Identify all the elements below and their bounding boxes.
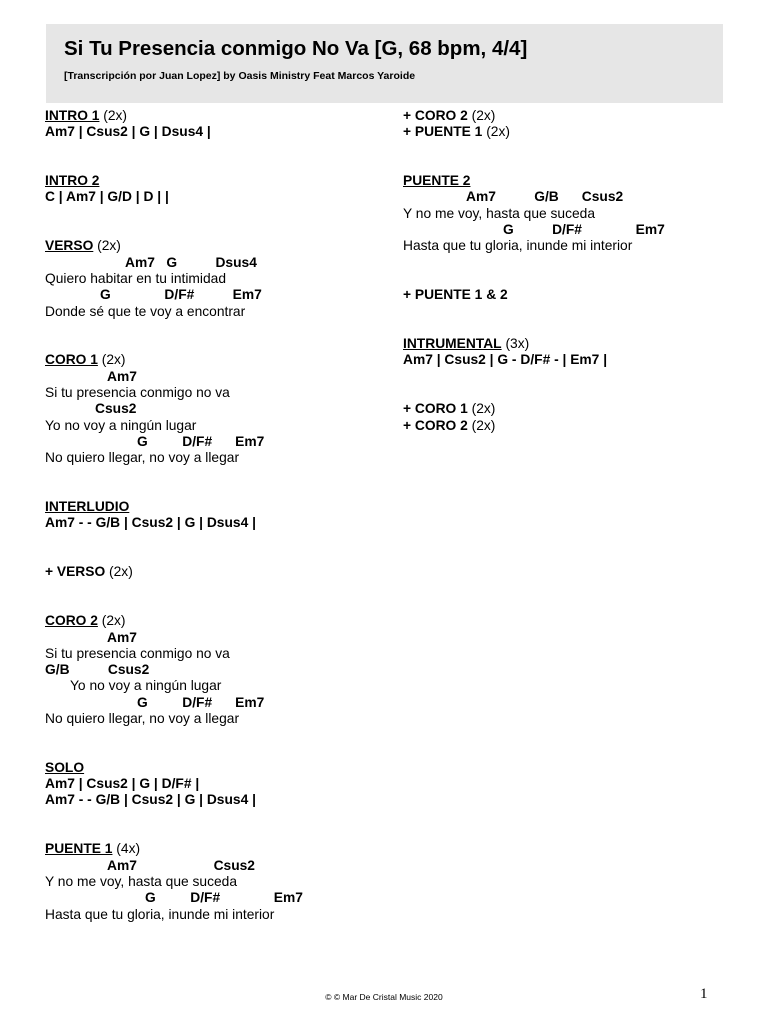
lyric-line: Si tu presencia conmigo no va	[45, 645, 230, 661]
lyric-line: Quiero habitar en tu intimidad	[45, 270, 226, 286]
section-verso: VERSO (2x)	[45, 238, 121, 254]
chord-line: G D/F# Em7	[100, 287, 262, 303]
section-coro-2: CORO 2 (2x)	[45, 613, 126, 629]
section-instrumental: INTRUMENTAL (3x)	[403, 336, 530, 352]
chord-line: G D/F# Em7	[145, 890, 303, 906]
section-coro-1: CORO 1 (2x)	[45, 352, 126, 368]
lyric-line: Si tu presencia conmigo no va	[45, 385, 230, 401]
page-number: 1	[700, 986, 708, 1002]
section-coro-1-repeat: + CORO 1 (2x)	[403, 401, 496, 417]
lyric-line: Donde sé que te voy a encontrar	[45, 303, 246, 319]
chord-line: G D/F# Em7	[137, 694, 265, 710]
section-verso-repeat: + VERSO (2x)	[45, 564, 133, 580]
chord-line: Am7 | Csus2 | G - D/F# - | Em7 |	[403, 352, 608, 368]
song-subtitle: [Transcripción por Juan Lopez] by Oasis Ministry Feat Marcos Yaroide	[64, 70, 416, 82]
lyric-line: No quiero llegar, no voy a llegar	[45, 450, 240, 466]
section-puente-1-repeat: + PUENTE 1 (2x)	[403, 124, 510, 140]
section-intro-2: INTRO 2	[45, 173, 100, 189]
section-puente-1: PUENTE 1 (4x)	[45, 841, 141, 857]
chord-line: Am7 Csus2	[107, 857, 255, 873]
section-puente-1-2: + PUENTE 1 & 2	[403, 287, 508, 303]
left-column	[45, 108, 385, 923]
section-puente-2: PUENTE 2	[403, 173, 471, 189]
lyric-line: Y no me voy, hasta que suceda	[45, 873, 238, 889]
chord-line: Am7 G Dsus4	[125, 254, 257, 270]
chord-line: Csus2	[95, 401, 137, 417]
chord-line: Am7	[107, 629, 137, 645]
section-interludio: INTERLUDIO	[45, 499, 130, 515]
section-coro-2-repeat: + CORO 2 (2x)	[403, 108, 496, 123]
copyright-footer: © © Mar De Cristal Music 2020	[325, 992, 443, 1002]
lyric-line: Hasta que tu gloria, inunde mi interior	[403, 238, 633, 254]
song-header	[46, 24, 723, 103]
lyric-line: Yo no voy a ningún lugar	[45, 417, 197, 433]
section-intro-1: INTRO 1 (2x)	[45, 108, 128, 123]
chord-line: G D/F# Em7	[137, 433, 265, 449]
section-coro-2-repeat: + CORO 2 (2x)	[403, 417, 496, 433]
chord-line: Am7 | Csus2 | G | D/F# |	[45, 776, 200, 792]
chord-line: G/B Csus2	[45, 662, 150, 678]
chord-line: Am7 G/B Csus2	[466, 189, 624, 205]
song-title: Si Tu Presencia conmigo No Va [G, 68 bpm, 4/4]	[64, 37, 528, 60]
right-column	[403, 108, 733, 434]
chord-line: Am7 | Csus2 | G | Dsus4 |	[45, 124, 211, 140]
chord-line: C | Am7 | G/D | D | |	[45, 189, 169, 205]
chord-line: Am7	[107, 368, 137, 384]
lyric-line: No quiero llegar, no voy a llegar	[45, 710, 240, 726]
section-solo: SOLO	[45, 759, 85, 775]
chord-line: Am7 - - G/B | Csus2 | G | Dsus4 |	[45, 792, 256, 808]
chord-line: G D/F# Em7	[503, 222, 665, 238]
lyric-line: Yo no voy a ningún lugar	[70, 678, 222, 694]
chord-line: Am7 - - G/B | Csus2 | G | Dsus4 |	[45, 515, 256, 531]
lyric-line: Y no me voy, hasta que suceda	[403, 205, 596, 221]
lyric-line: Hasta que tu gloria, inunde mi interior	[45, 906, 275, 922]
